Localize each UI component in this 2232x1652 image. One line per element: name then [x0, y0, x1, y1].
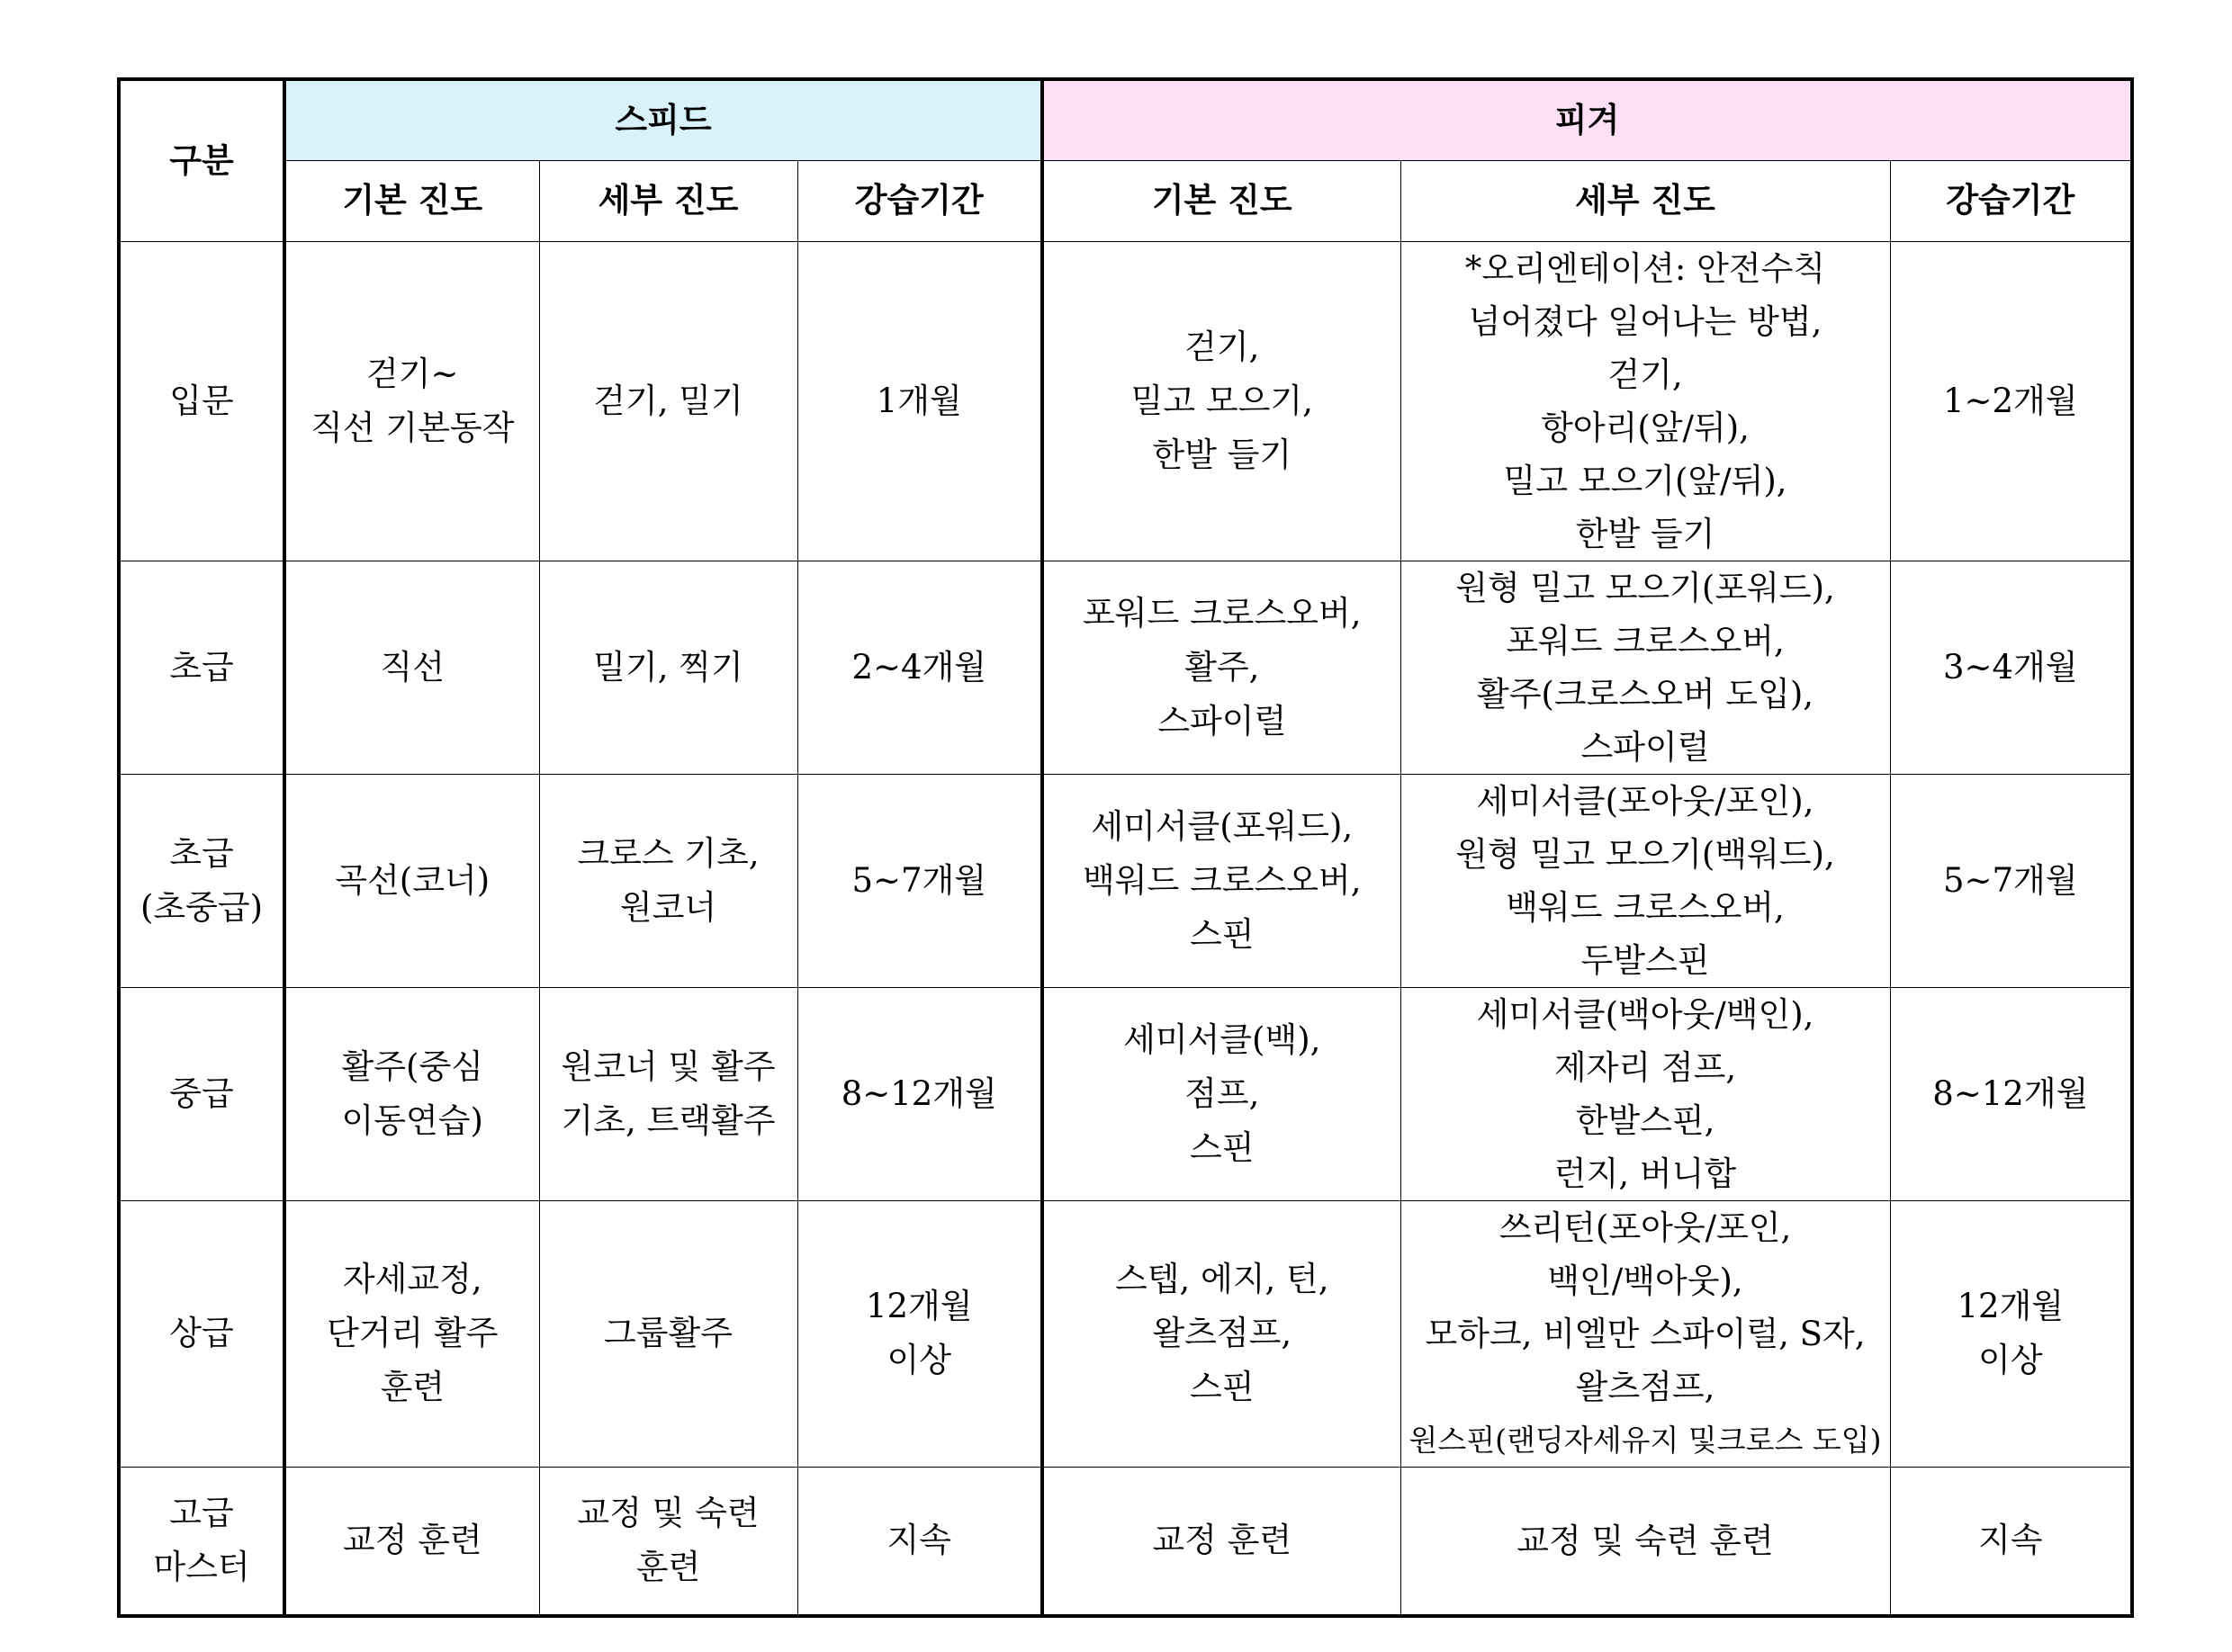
cell-line: *오리엔테이션: 안전수칙: [1464, 248, 1826, 288]
cell-line: 원형 밀고 모으기(포워드),: [1455, 568, 1835, 607]
cell-line: 교정 및 숙련: [577, 1494, 760, 1533]
cell-line: 고급: [169, 1494, 234, 1533]
cell-speed-basic: [284, 561, 539, 774]
table-body: [119, 241, 2132, 1616]
cell-line: 직선: [380, 647, 445, 687]
cell-line: 백워드 크로스오버,: [1506, 887, 1785, 927]
cell-speed-period: [797, 774, 1042, 987]
cell-line: 원코너: [619, 887, 717, 927]
cell-figure-basic: [1042, 241, 1400, 561]
cell-figure-detail: [1400, 774, 1890, 987]
cell-line: 3~4개월: [1942, 647, 2078, 687]
cell-line: 1개월: [876, 381, 962, 420]
header-speed-period: 강습기간: [797, 160, 1042, 241]
cell-line: 훈련: [635, 1548, 701, 1587]
cell-line: 제자리 점프,: [1553, 1047, 1737, 1087]
cell-line: 원코너 및 활주: [561, 1046, 776, 1086]
header-figure: 피겨: [1042, 79, 2132, 160]
cell-level: [119, 241, 284, 561]
cell-line: 세미서클(백아웃/백인),: [1476, 994, 1814, 1034]
cell-figure-detail: [1400, 561, 1890, 774]
curriculum-table: [117, 77, 2134, 1618]
header-figure-detail: 세부 진도: [1400, 160, 1890, 241]
cell-line: 지속: [886, 1521, 951, 1560]
cell-figure-detail: [1400, 1467, 1890, 1616]
cell-line: 12개월: [1957, 1287, 2065, 1325]
cell-line: 기초, 트랙활주: [561, 1100, 776, 1140]
cell-line: 왈츠점프,: [1152, 1314, 1292, 1352]
cell-line: 훈련: [380, 1368, 445, 1406]
table-row: [119, 561, 2132, 774]
cell-line: 2~4개월: [851, 647, 987, 687]
cell-line: 이상: [886, 1341, 951, 1379]
cell-speed-period: [797, 241, 1042, 561]
cell-line: 스핀: [1190, 1127, 1255, 1167]
curriculum-table-wrapper: [117, 77, 2134, 1618]
cell-line: 1~2개월: [1942, 381, 2078, 420]
cell-speed-period: [797, 1467, 1042, 1616]
cell-figure-basic: [1042, 987, 1400, 1200]
cell-line: 교정 및 숙련 훈련: [1516, 1521, 1774, 1560]
cell-figure-period: [1890, 987, 2132, 1200]
cell-line: 5~7개월: [1942, 860, 2078, 900]
cell-figure-period: [1890, 1467, 2132, 1616]
header-speed: 스피드: [284, 79, 1042, 160]
cell-line: 원스핀(랜딩자세유지 및크로스 도입): [1408, 1422, 1882, 1458]
cell-figure-basic: [1042, 1467, 1400, 1616]
cell-line: 5~7개월: [851, 860, 987, 900]
cell-line: 스파이럴: [1157, 701, 1287, 741]
table-row: [119, 1200, 2132, 1467]
cell-line: 항아리(앞/뒤),: [1541, 408, 1750, 447]
cell-figure-period: [1890, 561, 2132, 774]
cell-speed-period: [797, 987, 1042, 1200]
cell-figure-detail: [1400, 1200, 1890, 1467]
cell-line: 활주,: [1184, 647, 1260, 687]
cell-line: 이동연습): [341, 1100, 483, 1140]
cell-line: 쓰리턴(포아웃/포인,: [1498, 1208, 1792, 1247]
cell-level: [119, 1200, 284, 1467]
cell-speed-basic: [284, 987, 539, 1200]
cell-line: 백인/백아웃),: [1547, 1261, 1743, 1300]
cell-line: 두발스핀: [1580, 940, 1710, 980]
cell-line: 세미서클(포워드),: [1091, 806, 1354, 846]
cell-figure-period: [1890, 241, 2132, 561]
cell-level: [119, 774, 284, 987]
cell-line: 그룹활주: [604, 1314, 733, 1352]
cell-figure-period: [1890, 774, 2132, 987]
cell-line: 지속: [1978, 1521, 2043, 1560]
cell-line: 세미서클(포아웃/포인),: [1476, 781, 1814, 821]
table-row: [119, 1467, 2132, 1616]
cell-level: [119, 561, 284, 774]
cell-speed-detail: [539, 241, 797, 561]
cell-speed-detail: [539, 774, 797, 987]
cell-line: 걷기, 밀기: [593, 381, 743, 420]
table-row: [119, 774, 2132, 987]
cell-line: (초중급): [140, 887, 264, 927]
header-speed-basic: 기본 진도: [284, 160, 539, 241]
cell-speed-detail: [539, 1200, 797, 1467]
cell-figure-period: [1890, 1200, 2132, 1467]
cell-line: 걷기,: [1607, 355, 1683, 394]
cell-line: 런지, 버니합: [1553, 1154, 1737, 1193]
cell-line: 교정 훈련: [1152, 1521, 1292, 1560]
cell-speed-detail: [539, 561, 797, 774]
cell-line: 곡선(코너): [335, 860, 490, 900]
cell-figure-basic: [1042, 774, 1400, 987]
header-figure-basic: 기본 진도: [1042, 160, 1400, 241]
cell-figure-detail: [1400, 241, 1890, 561]
cell-level: [119, 1467, 284, 1616]
cell-line: 스파이럴: [1580, 727, 1710, 767]
cell-line: 밀기, 찍기: [593, 647, 743, 687]
cell-line: 백워드 크로스오버,: [1083, 860, 1362, 900]
cell-figure-basic: [1042, 1200, 1400, 1467]
cell-line: 직선 기본동작: [310, 408, 515, 447]
cell-line: 활주(중심: [341, 1046, 483, 1086]
cell-line: 포워드 크로스오버,: [1083, 593, 1362, 633]
cell-line: 밀고 모으기(앞/뒤),: [1503, 461, 1787, 500]
cell-figure-detail: [1400, 987, 1890, 1200]
cell-line: 마스터: [153, 1548, 250, 1587]
cell-line: 모하크, 비엘만 스파이럴, S자,: [1425, 1314, 1866, 1353]
cell-line: 스핀: [1190, 914, 1255, 954]
cell-line: 초급: [169, 833, 234, 873]
cell-line: 왈츠점프,: [1575, 1367, 1715, 1406]
cell-line: 밀고 모으기,: [1130, 381, 1313, 420]
cell-line: 세미서클(백),: [1123, 1019, 1321, 1059]
cell-line: 자세교정,: [342, 1260, 482, 1298]
cell-speed-detail: [539, 987, 797, 1200]
cell-speed-period: [797, 561, 1042, 774]
cell-line: 점프,: [1184, 1073, 1260, 1113]
cell-line: 교정 훈련: [342, 1521, 482, 1560]
cell-line: 한발스핀,: [1575, 1100, 1715, 1140]
table-row: [119, 987, 2132, 1200]
cell-line: 입문: [169, 381, 234, 420]
cell-speed-detail: [539, 1467, 797, 1616]
header-figure-period: 강습기간: [1890, 160, 2132, 241]
cell-line: 걷기,: [1184, 327, 1260, 366]
cell-line: 중급: [169, 1073, 234, 1113]
cell-level: [119, 987, 284, 1200]
cell-line: 크로스 기초,: [577, 833, 760, 873]
cell-line: 단거리 활주: [327, 1314, 499, 1352]
cell-line: 8~12개월: [841, 1073, 997, 1113]
cell-line: 넘어졌다 일어나는 방법,: [1468, 301, 1822, 341]
cell-line: 원형 밀고 모으기(백워드),: [1455, 834, 1835, 874]
cell-line: 8~12개월: [1932, 1073, 2089, 1113]
cell-speed-basic: [284, 241, 539, 561]
cell-line: 상급: [169, 1314, 234, 1352]
cell-line: 스핀: [1190, 1368, 1255, 1406]
cell-line: 12개월: [865, 1287, 973, 1325]
table-row: [119, 241, 2132, 561]
cell-line: 스텝, 에지, 턴,: [1114, 1260, 1329, 1298]
cell-line: 이상: [1978, 1341, 2043, 1379]
cell-line: 한발 들기: [1152, 435, 1292, 474]
cell-figure-basic: [1042, 561, 1400, 774]
header-speed-detail: 세부 진도: [539, 160, 797, 241]
cell-speed-basic: [284, 774, 539, 987]
cell-line: 걷기~: [366, 354, 459, 393]
cell-line: 초급: [169, 647, 234, 687]
cell-line: 활주(크로스오버 도입),: [1476, 674, 1814, 714]
cell-line: 한발 들기: [1575, 514, 1715, 553]
header-category: 구분: [119, 79, 284, 241]
cell-speed-basic: [284, 1467, 539, 1616]
cell-line: 포워드 크로스오버,: [1506, 621, 1785, 660]
cell-speed-period: [797, 1200, 1042, 1467]
cell-speed-basic: [284, 1200, 539, 1467]
